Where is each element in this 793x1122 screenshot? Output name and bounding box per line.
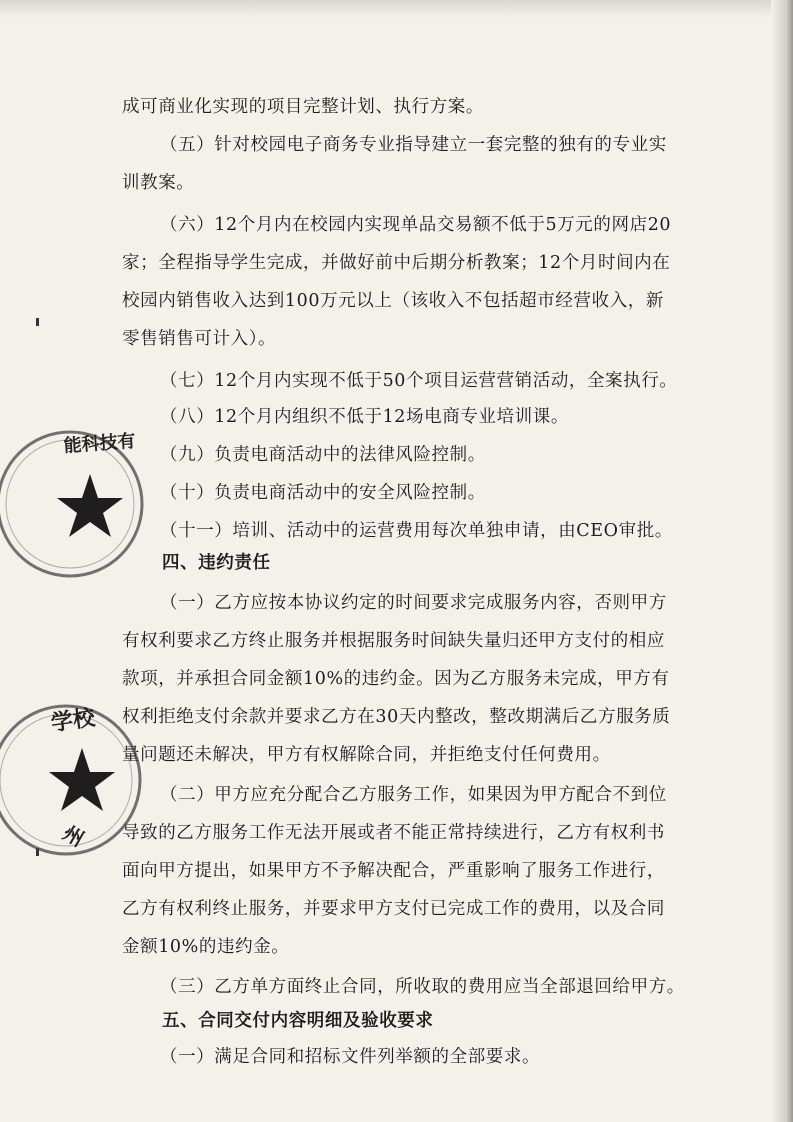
seal-text: 能科技有 <box>62 430 137 457</box>
text-line: 家；全程指导学生完成，并做好前中后期分析教案；12个月时间内在 <box>122 253 671 273</box>
text-line: 金额10%的违约金。 <box>122 937 290 957</box>
section-heading: 四、违约责任 <box>162 553 271 573</box>
text-line: （九）负责电商活动中的法律风险控制。 <box>160 445 486 465</box>
school-seal <box>0 692 150 862</box>
seal-text: 学校 <box>49 705 97 737</box>
text-line: （十）负责电商活动中的安全风险控制。 <box>160 483 486 503</box>
seal-text: 州 <box>58 820 89 852</box>
text-line: 乙方有权利终止服务，并要求甲方支付已完成工作的费用，以及合同 <box>122 899 665 919</box>
text-line: （十一）培训、活动中的运营费用每次单独申请，由CEO审批。 <box>160 521 673 541</box>
text-line: （二）甲方应充分配合乙方服务工作，如果因为甲方配合不到位 <box>160 785 667 805</box>
text-line: （七）12个月内实现不低于50个项目运营营销活动，全案执行。 <box>160 371 678 391</box>
text-line: （六）12个月内在校园内实现单品交易额不低于5万元的网店20 <box>160 215 672 235</box>
text-line: 训教案。 <box>122 173 195 193</box>
star-icon <box>57 474 123 537</box>
text-line: 导致的乙方服务工作无法开展或者不能正常持续进行，乙方有权利书 <box>122 823 665 843</box>
text-line: 量问题还未解决，甲方有权解除合同，并拒绝支付任何费用。 <box>122 745 611 765</box>
text-line: （五）针对校园电子商务专业指导建立一套完整的独有的专业实 <box>160 135 667 155</box>
text-line: 款项，并承担合同金额10%的违约金。因为乙方服务未完成，甲方有 <box>122 669 670 689</box>
text-line: （三）乙方单方面终止合同，所收取的费用应当全部退回给甲方。 <box>160 977 685 997</box>
star-icon <box>49 748 115 811</box>
text-line: 零售销售可计入）。 <box>122 329 277 349</box>
text-line: 有权利要求乙方终止服务并根据服务时间缺失量归还甲方支付的相应 <box>122 631 665 651</box>
text-line: 面向甲方提出，如果甲方不予解决配合，严重影响了服务工作进行， <box>122 861 665 881</box>
text-line: （一）乙方应按本协议约定的时间要求完成服务内容，否则甲方 <box>160 593 667 613</box>
text-line: （一）满足合同和招标文件列举额的全部要求。 <box>160 1047 541 1067</box>
text-line: 校园内销售收入达到100万元以上（该收入不包括超市经营收入，新 <box>122 291 664 311</box>
text-line: 权利拒绝支付余款并要求乙方在30天内整改，整改期满后乙方服务质 <box>122 707 671 727</box>
section-heading: 五、合同交付内容明细及验收要求 <box>162 1011 434 1031</box>
text-line: 成可商业化实现的项目完整计划、执行方案。 <box>122 97 484 117</box>
text-line: （八）12个月内组织不低于12场电商专业培训课。 <box>160 407 569 427</box>
company-seal <box>0 420 150 580</box>
